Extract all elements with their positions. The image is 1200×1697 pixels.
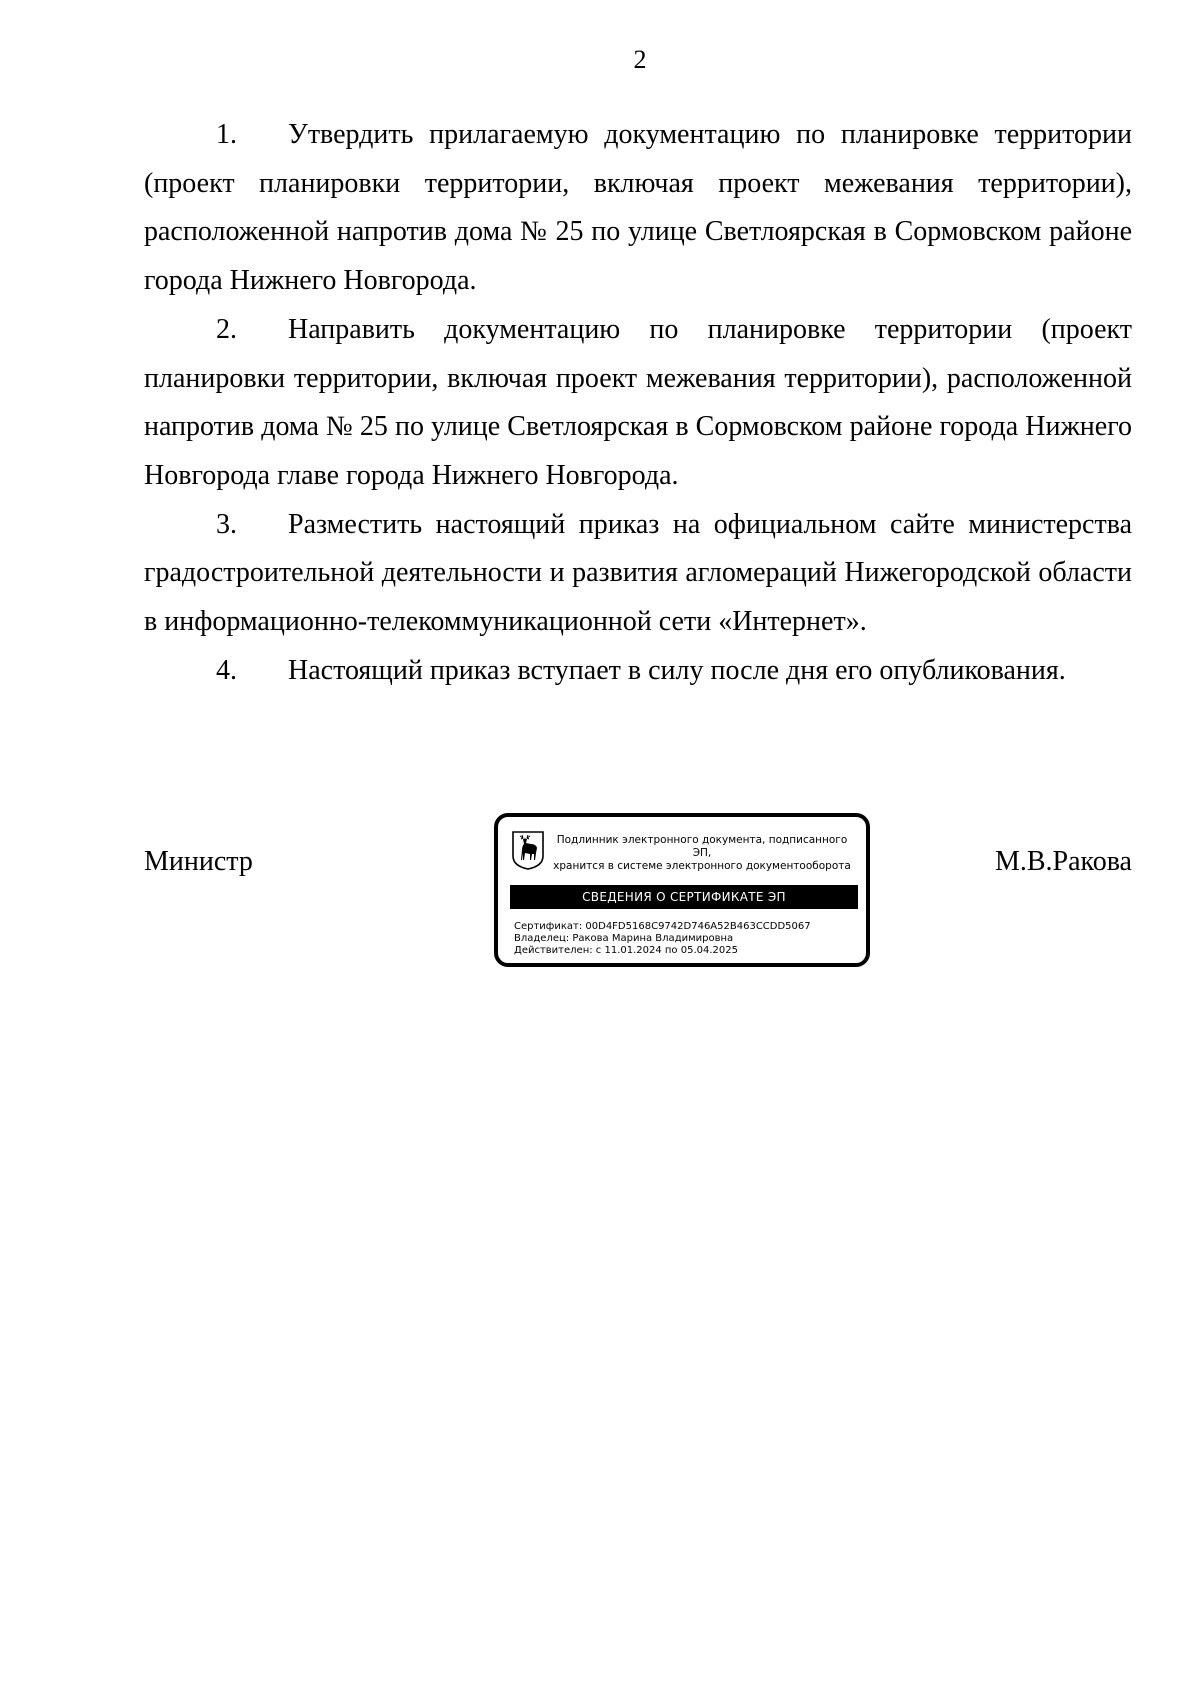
certificate-details: [514, 921, 811, 957]
signature-block: [144, 813, 1132, 973]
paragraph-1: [144, 111, 1132, 306]
document-body: [144, 111, 1132, 695]
paragraph-2: [144, 306, 1132, 501]
paragraph-text: Разместить настоящий приказ на официальном сайте министерства градостроительной деятельности и развития агломераций Нижегородской области в информационно-телекоммуникационной сети «Интернет».: [144, 508, 1132, 638]
paragraph-text: Настоящий приказ вступает в силу после дня его опубликования.: [288, 654, 1066, 686]
electronic-signature-stamp: [494, 813, 870, 967]
certificate-validity: Действителен: с 11.01.2024 по 05.04.2025: [514, 945, 738, 956]
paragraph-number: 2.: [216, 313, 237, 345]
deer-emblem-icon: [511, 830, 545, 870]
paragraph-4: [144, 647, 1132, 696]
certificate-info-bar: СВЕДЕНИЯ О СЕРТИФИКАТЕ ЭП: [510, 885, 858, 909]
stamp-header-line: хранится в системе электронного документооборота: [553, 860, 851, 872]
paragraph-3: [144, 501, 1132, 647]
signatory-name: М.В.Ракова: [994, 846, 1132, 877]
signatory-title: Министр: [144, 846, 253, 877]
page-number: 2: [633, 45, 647, 74]
paragraph-number: 4.: [216, 654, 237, 686]
certificate-number: Сертификат: 00D4FD5168C9742D746A52B463CCDD5067: [514, 921, 811, 932]
paragraph-number: 1.: [216, 119, 237, 150]
paragraph-number: 3.: [216, 508, 237, 540]
stamp-header-line: Подлинник электронного документа, подписанного ЭП,: [556, 834, 848, 859]
certificate-owner: Владелец: Ракова Марина Владимировна: [514, 933, 734, 944]
paragraph-text: Направить документацию по планировке территории (проект планировки территории, включая проект межевания территории), расположенной напротив дома № 25 по улице Светлоярская в Сормовском районе города Нижнего Новгорода главе города Нижнего Новгорода.: [144, 313, 1132, 491]
stamp-header: [546, 834, 858, 873]
paragraph-text: Утвердить прилагаемую документацию по планировке территории (проект планировки территории, включая проект межевания территории), расположенной напротив дома № 25 по улице Светлоярская в Сормовском районе города Нижнего Новгорода.: [144, 119, 1132, 297]
